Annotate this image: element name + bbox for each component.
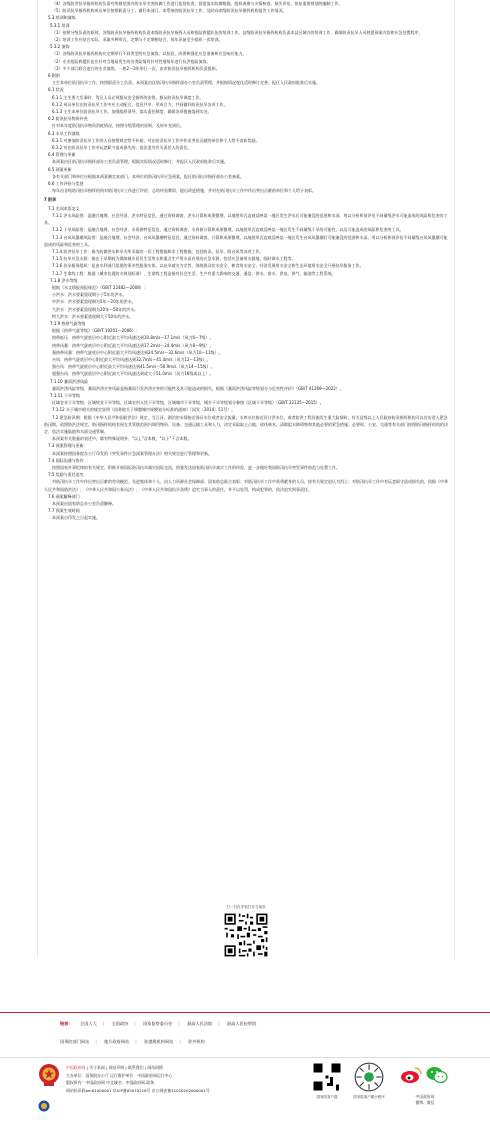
link-overseas-sites[interactable]: 驻外机构	[188, 1039, 205, 1044]
body-paragraph: 超强台风：热带气旋底层中心附近最大平均风速达到或大于51.0m/s（风力16级或以上）。	[52, 371, 214, 377]
body-paragraph: 6.1.3 主生本单位防汛抗旱工作，加强组织领导，落实责任制度，确保各项措施落到实处。	[52, 109, 212, 115]
body-paragraph: 针对本年度防汛抗旱物资消耗情况，按照分级管理的原则，及时补充到位。	[52, 123, 184, 129]
body-paragraph: 7.1.1 洪水风险图：是融合地理、社会经济、洪水特征信息，通过资料调查、洪水计算和成果整理，以地图形式直观反映某一地区发生洪水后可能淹没的范围和水深，用以分析和预评估不同量级洪水可能造成的风险和危害的工具。	[44, 212, 448, 226]
footer-registration	[66, 1087, 210, 1095]
body-paragraph: 对防汛抗旱工作中作出突出贡献的劳动模范、先进集体和个人，由人力资源社会保障部、国家防总联合表彰；对防汛抗旱工作中英勇献身的人员，按有关规定追认为烈士；对防汛抗旱工作中有玩忽职守造成损失的，依据《中华人民共和国防洪法》、《中华人民共和国公务员法》、《中华人民共和国抗旱条例》追究当事人的责任，并予以处罚，构成犯罪的，依法追究刑事责任。	[44, 479, 448, 492]
copyright-text: 版权所有：中国政府网	[66, 1080, 105, 1086]
site-id-text: 网站标识码bm01000001	[66, 1087, 112, 1093]
body-paragraph: 6.1.2 成员单位在防汛抗旱工作中应主动配合，信息共享，形成合力，共同做好防汛抗旱各项工作。	[52, 101, 228, 107]
qr-code-block	[210, 905, 282, 962]
body-paragraph: 7.1.2 干旱风险图：是融合地理、社会经济、水资源特征信息，通过资料调查、水资源计算和成果整理，以地图形式直观反映某一地区发生不同量级干旱的可能性，以及可能造成的风险和危害的工具。	[52, 227, 404, 233]
mini-program-caption: 国务院客户端小程序	[353, 1095, 385, 1099]
body-paragraph: 7.1.6 抗旱服务组织：是由水利部门组建的事业性服务实体，以抗旱减灾为宗旨，围绕群众饮水安全、粮食用水安全、经济发展用水安全和生态环境用水安全开展抗旱服务工作。	[52, 263, 364, 269]
body-paragraph: 每年由各级防汛抗旱指挥机构对防汛抗旱工作进行评价，总结经验教训，提出改进措施，并对在防汛抗旱工作中作出突出贡献的单位和个人给予表彰。	[52, 188, 316, 194]
footer-link-home[interactable]: 中国政府网	[66, 1065, 86, 1070]
body-paragraph: 强台风：热带气旋底层中心附近最大平均风速达到41.5m/s～50.9m/s（风力14～15级）。	[52, 364, 215, 370]
body-paragraph: （2）专业抢险救援队伍应针对当地易发生的各类险情有针对性地每年进行抗洪抢险演练。	[52, 58, 211, 64]
footer-nav: 中国政府网 | 关于本网 | 网站声明 | 联系我们 | 网站纠错	[66, 1065, 163, 1070]
links-row-2: 国务院部门网站 | 地方政府网站 | 驻港澳机构网站 | 驻外机构	[60, 1039, 205, 1044]
section-heading: 6.1 状况	[48, 87, 64, 93]
social-caption-line-1: 中国政府网	[415, 1094, 435, 1099]
section-heading: 7.6 预案解释部门	[48, 493, 80, 499]
footer-link-about[interactable]: 关于本网	[89, 1065, 105, 1070]
section-heading: 6 附则	[48, 73, 60, 79]
section-heading: 7.1.9 热带气旋等级	[50, 320, 86, 326]
section-heading: 7.1.8 洪水等级	[50, 277, 78, 283]
body-paragraph: 7.1.5 抗旱应急水源：指在干旱期间为保障城乡居民生活用水和重点生产用水而启用的应急水源，包括应急备用水源地、临时调水工程等。	[52, 256, 296, 262]
section-heading: 6.5 预案更新	[48, 166, 72, 172]
police-badge-icon	[38, 1100, 50, 1112]
icp-text[interactable]: 京ICP备05070218号	[112, 1087, 151, 1093]
section-heading: 7.4 国际沟通与协作	[48, 457, 84, 463]
body-paragraph: 台风：热带气旋底层中心附近最大平均风速达到32.7m/s～41.4m/s（风力12～13级）。	[52, 356, 211, 362]
body-paragraph: 各有关部门和单位应根据本预案制定本部门、本单位的防汛抗旱应急预案，报区防汛抗旱指挥部办公室备案。	[52, 173, 244, 179]
app-qr-code-icon	[312, 1062, 342, 1092]
body-paragraph: 本预案自印发之日起实施。	[52, 515, 100, 521]
body-paragraph: 小洪水：洪水要素重现期小于5年的洪水。	[52, 292, 127, 298]
mini-program-code-icon	[354, 1062, 384, 1092]
body-paragraph: 本预案按照国务院办公厅印发的《突发事件应急预案管理办法》相关规定进行管理和更新。	[52, 450, 212, 456]
body-paragraph: 区域农业干旱等级、区域牧业干旱等级、区域农村人饮干旱等级、区域城市干旱等级，城乡干旱等级划分参照《区域干旱等级》（GB/T 32135—2015）。	[52, 400, 324, 406]
body-paragraph: 6.3.1 对参加防汛抗旱工作的人员按照规定给予补助，对在防汛抗旱工作中作出突出贡献的单位和个人给予表彰奖励。	[52, 137, 260, 143]
footer-sponsor	[66, 1072, 210, 1080]
body-paragraph: 7.1.4 防洪抗旱工作：指为防御洪水和旱灾所采取的一切工程措施和非工程措施，包括防汛、抗旱、防台风等各项工作。	[52, 248, 264, 254]
body-paragraph: （4）各级防洪抗旱指挥机构负责对所辖范围内的水旱灾害防御工作进行监督检查，督促落实防御措施。组织或参与灾情核查、损失评估、恢复重建规划的编制工作。	[52, 1, 343, 6]
body-paragraph: 强热带风暴：热带气旋底层中心附近最大平均风速达到24.5m/s～32.6m/s（风力10～11级）。	[52, 349, 223, 355]
footer-link-contact[interactable]: 联系我们	[127, 1065, 144, 1070]
body-paragraph: 特大洪水：洪水要素重现期大于50年的洪水。	[52, 313, 134, 319]
body-paragraph: 6.3.2 对在防汛抗旱工作中玩忽职守造成损失的，依法追究有关责任人的责任。	[52, 145, 192, 151]
section-heading: 6.3 水旱工作演练	[48, 130, 80, 136]
section-heading: 7.3 预案管理与更新	[48, 443, 84, 449]
body-paragraph: 7.2 紧急防汛期：根据《中华人民共和国防洪法》规定，当江河、湖泊的水情接近保证水位或者安全流量，水库水位接近设计洪水位，或者防洪工程设施发生重大险情时，有关县级以上人民政府防汛指挥机构可以宣布进入紧急防汛期。依照防洪法规定，防汛指挥机构有权在其管辖范围内调用物资、设备、交通运输工具和人力，决定采取取土占地、砍伐林木、清除阻水障碍物和其他必要的紧急措施；必要时，公安、交通等有关部门按照防汛指挥机构的决定，依法实施陆地和水面交通管制。	[44, 414, 448, 434]
section-heading: 7.7 预案生效时间	[48, 508, 80, 514]
body-paragraph: 根据《热带气旋等级》（GB/T 19201—2006）：	[52, 328, 140, 334]
body-paragraph: （5）防汛抗旱指挥机构成员单位按照职责分工，做好本部门、本系统的防汛抗旱工作，及时向本级防汛抗旱指挥机构报告工作情况。	[52, 8, 287, 14]
section-heading: 6.2 防汛抗旱物资补充	[48, 116, 88, 122]
link-npc[interactable]: 全国人大	[79, 1021, 97, 1026]
police-record-text[interactable]: 京公网安备11010202000001号	[151, 1087, 210, 1093]
wechat-icon[interactable]	[426, 1066, 448, 1084]
body-paragraph: 中洪水：洪水要素重现期为5年～20年的洪水。	[52, 299, 136, 305]
section-heading: 7.5 奖励与责任追究	[48, 472, 84, 478]
footer-info	[66, 1064, 210, 1094]
body-paragraph: （2）培训工作应结合实际，采取多种形式，定期与不定期相结合，每年汛前至少组织一次培训。	[52, 37, 223, 43]
section-heading: 7.1.10 暴雨洪涝风险	[50, 378, 88, 384]
section-heading: 5.3 培训和演练	[48, 15, 76, 21]
body-paragraph: 按照国家外事纪律的有关规定，积极开展国际防汛抗旱减灾国际交流，借鉴发达国家防汛抗旱减灾工作的经验，进一步做好我国防汛抗旱突发事件防范与处置工作。	[52, 465, 340, 470]
footer-link-statement[interactable]: 网站声明	[108, 1065, 125, 1070]
section-heading: 7.1.11 干旱等级	[50, 392, 80, 398]
section-heading: 7.1 名词术语定义	[48, 205, 80, 211]
operator-text: 运行维护单位：中国政府网运行中心	[110, 1072, 173, 1078]
link-supreme-court[interactable]: 最高人民法院	[187, 1021, 213, 1026]
body-paragraph: 本预案由国家防总办公室负责解释。	[52, 501, 116, 507]
section-heading: 5.3.1 培训	[50, 22, 70, 28]
app-qr-caption: 国务院客户端	[316, 1095, 338, 1099]
national-emblem-icon	[38, 1063, 60, 1087]
weibo-icon[interactable]	[400, 1066, 422, 1084]
link-supreme-procuratorate[interactable]: 最高人民检察院	[226, 1021, 257, 1026]
body-paragraph: 主生本单位防汛抗旱工作，按照职责分工负责。本预案由区防汛抗旱指挥部办公室负责管理，并根据情况变化适时修订完善，报区人民政府批准后实施。	[52, 80, 320, 86]
qr-caption: 扫一扫在手机打开当前页	[226, 905, 266, 909]
links-row-1: 链接： 全国人大 | 全国政协 | 国家监察委员会 | 最高人民法院 | 最高人民检察院	[60, 1021, 257, 1026]
section-heading: 6.6 工作评价与奖惩	[48, 181, 84, 187]
social-caption	[398, 1094, 452, 1105]
related-links-bar	[0, 1012, 490, 1053]
body-paragraph: 7.1.7 生命线工程：根据《城市抗震防灾规划标准》，生命线工程是指对社会生活、生产有重大影响的交通、通信、供水、排水、供电、供气、输油等工程系统。	[52, 270, 336, 276]
body-paragraph: 大洪水：洪水要素重现期为20年～50年的洪水。	[52, 306, 139, 312]
site-footer	[0, 1057, 490, 1123]
social-caption-line-2: 微博、微信	[415, 1099, 435, 1105]
link-cppcc[interactable]: 全国政协	[111, 1021, 129, 1026]
section-heading: 6.4 管理与更新	[48, 152, 76, 158]
body-paragraph: 热带风暴：热带气旋底层中心附近最大平均风速达到17.2m/s～24.4m/s（风力8～9级）。	[52, 342, 214, 348]
body-paragraph: 7.1.12 关于城市相关的规定说明《国务院关于调整城市规模划分标准的通知》（国发〔2014〕51号）。	[52, 407, 236, 413]
body-paragraph: 本预案有关数量的表述中，除有特殊说明外，"以上"含本数，"以下"不含本数。	[52, 436, 192, 442]
footer-copyright	[66, 1079, 210, 1087]
link-supervision-commission[interactable]: 国家监察委员会	[142, 1021, 173, 1026]
sponsor-text: 主办单位：国务院办公厅	[66, 1072, 109, 1078]
qr-code-icon	[223, 912, 269, 958]
body-paragraph: （1）各级防汛抗旱指挥机构应定期举行不同类型的应急演练，以检验、改善和强化应急准备和应急响应能力。	[52, 51, 247, 57]
domain-text: 中文域名：中国政府网.政务	[106, 1080, 155, 1086]
footer-link-report-error[interactable]: 网站纠错	[147, 1065, 163, 1070]
body-paragraph: （3）多个部门联合进行的专业演练，一般2～3年举行一次，由市防汛抗旱指挥机构负责组织。	[52, 65, 220, 71]
section-heading: 5.3.2 演练	[50, 44, 70, 50]
body-paragraph: （1）按照分级负责的原则，各级防汛抗旱指挥机构负责本级防汛抗旱指挥人员和抢险救援队伍的培训工作。县级防汛抗旱指挥机构负责本县区域内的培训工作，确保防汛抗旱人员熟悉预案内容和应急处置程序。	[52, 29, 423, 35]
link-hk-macao-sites[interactable]: 驻港澳机构网站	[144, 1039, 174, 1044]
body-paragraph: 7.1.3 台风风暴潮风险图：是融合地理、社会经济、台风风暴潮特征信息，通过资料调查、计算和成果整理，以地图形式直观反映某一地区发生台风风暴潮后可能淹没的范围和水深，用以分析和预评估不同量级台风风暴潮可能造成的风险和危害的工具。	[44, 234, 448, 247]
body-paragraph: 根据《水文情报预报规范》（GB/T 22482—2008）：	[52, 284, 148, 290]
document-body	[37, 0, 455, 958]
section-heading: 7 附录	[44, 197, 57, 203]
body-paragraph: 暴雨洪涝风险等级，暴雨洪涝灾害风险是指暴雨引发洪涝灾害的可能性及其可能造成的损失，根据《暴雨洪涝风险等级划分与危害性评价》（GB/T 41268—2022）。	[52, 385, 344, 391]
body-paragraph: 6.1.1 主生要大发事时，驾区人员必须服从安全指挥的安排，服从防汛抗旱调度工作。	[52, 94, 204, 100]
link-local-gov-sites[interactable]: 地方政府网站	[104, 1039, 130, 1044]
body-paragraph: 本预案由区防汛抗旱指挥部办公室负责管理，根据实际情况适时修订，并报区人民政府批准后实施。	[52, 159, 228, 165]
body-paragraph: 热带低压：热带气旋底层中心附近最大平均风速达到10.8m/s～17.1m/s（风力6～7级）。	[52, 335, 214, 341]
links-label: 链接：	[60, 1021, 73, 1026]
link-ministry-sites[interactable]: 国务院部门网站	[60, 1039, 90, 1044]
document-text	[44, 0, 448, 522]
